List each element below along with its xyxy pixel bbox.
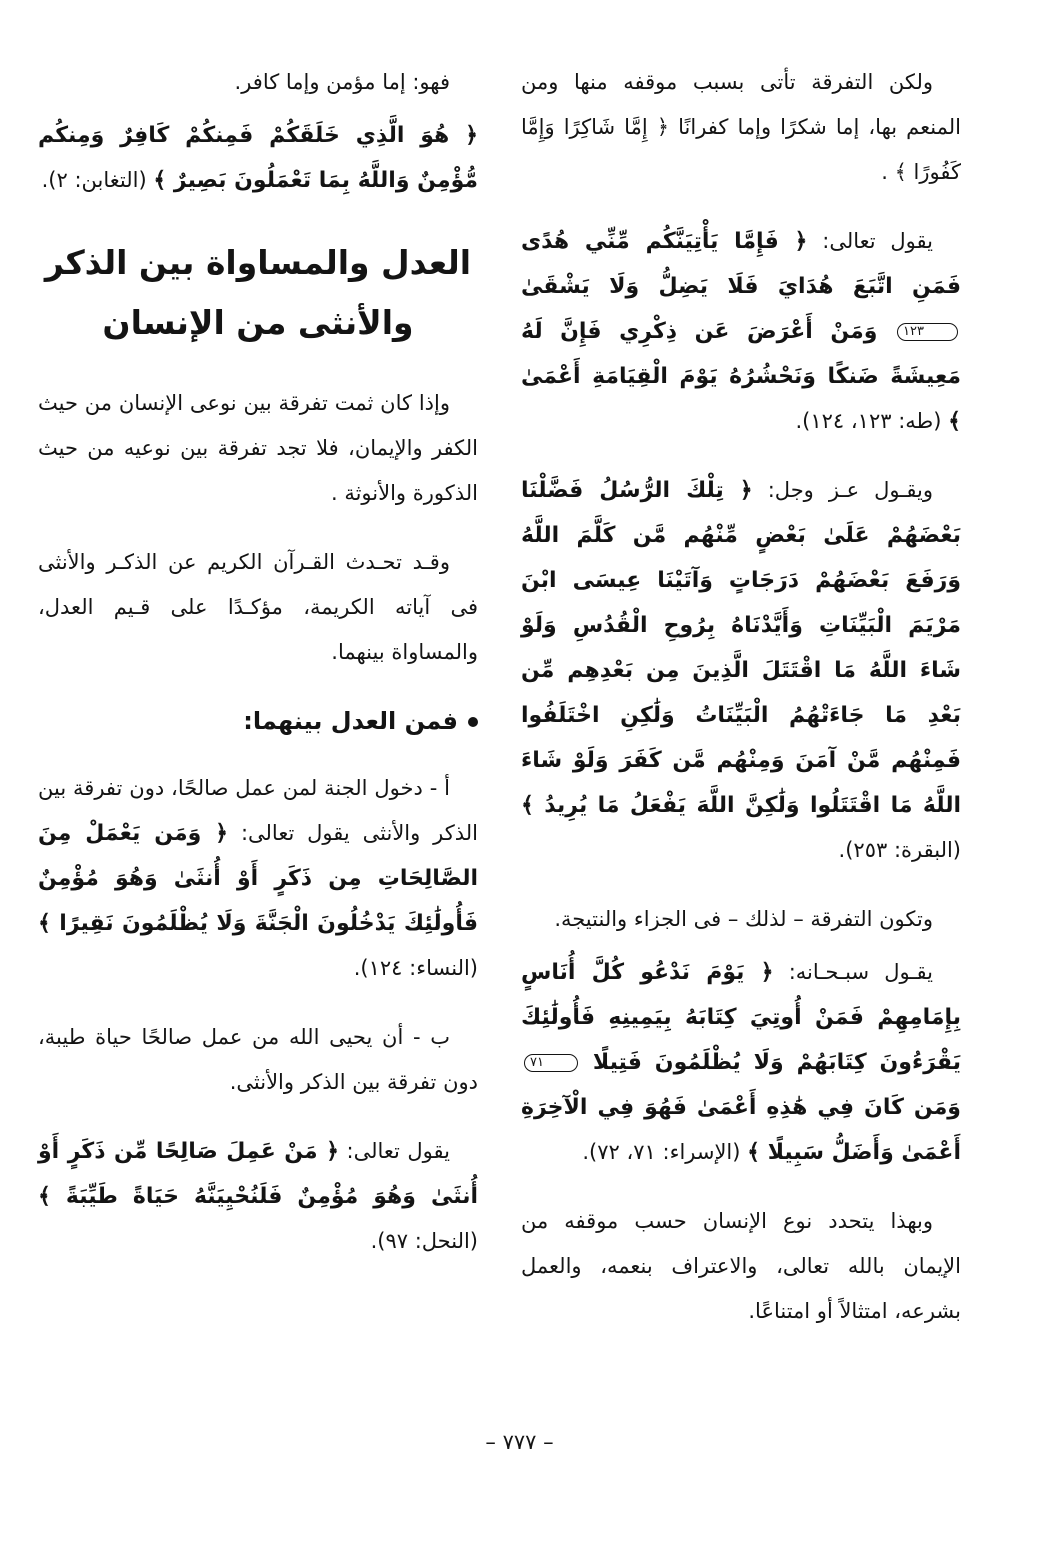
paragraph-nahl-verse	[38, 1129, 478, 1264]
page-number: – ٧٧٧ –	[485, 1430, 554, 1454]
ayah-number-marker: ١٢٣	[897, 323, 958, 341]
paragraph-baqara-verse	[521, 468, 961, 873]
paragraph-text: وبهذا يتحدد نوع الإنسان حسب موقفه من الإيمان بالله تعالى، والاعتراف بنعمه، والعمل بشرعه، امتثالاً أو امتناعًا.	[521, 1209, 961, 1323]
paragraph-text: وقـد تحـدث القـرآن الكريم عن الذكـر والأنثى فى آياته الكريمة، مؤكـدًا على قـيم العدل، والمساواة بينهما.	[38, 550, 478, 664]
list-item-text: أ - دخول الجنة لمن عمل صالحًا، دون تفرقة بين الذكر والأنثى يقول تعالى:	[38, 776, 478, 845]
quran-verse: ﴿ تِلْكَ الرُّسُلُ فَضَّلْنَا بَعْضَهُمْ عَلَىٰ بَعْضٍ مِّنْهُم مَّن كَلَّمَ اللَّهُ وَرَفَعَ بَعْضَهُمْ دَرَجَاتٍ وَآتَيْنَا عِيسَى ابْنَ مَرْيَمَ الْبَيِّنَاتِ وَأَيَّدْنَاهُ بِرُوحِ الْقُدُسِ وَلَوْ شَاءَ اللَّهُ مَا اقْتَتَلَ الَّذِينَ مِن بَعْدِهِم مِّن بَعْدِ مَا جَاءَتْهُمُ الْبَيِّنَاتُ وَلَٰكِنِ اخْتَلَفُوا فَمِنْهُم مَّنْ آمَنَ وَمِنْهُم مَّن كَفَرَ وَلَوْ شَاءَ اللَّهُ مَا اقْتَتَلُوا وَلَٰكِنَّ اللَّهَ يَفْعَلُ مَا يُرِيدُ ﴾	[521, 478, 961, 818]
quran-verse: ﴿ وَمَن يَعْمَلْ مِنَ الصَّالِحَاتِ مِن ذَكَرٍ أَوْ أُنثَىٰ وَهُوَ مُؤْمِنٌ فَأُولَٰئِكَ يَدْخُلُونَ الْجَنَّةَ وَلَا يُظْلَمُونَ نَقِيرًا ﴾	[38, 821, 478, 936]
verse-intro: يقـول سبـحـانه:	[773, 960, 933, 984]
paragraph-quran-on-genders	[38, 540, 478, 675]
quran-verse: ﴿ هُوَ الَّذِي خَلَقَكُمْ فَمِنكُمْ كَافِرٌ وَمِنكُم مُّؤْمِنٌ وَاللَّهُ بِمَا تَعْمَلُونَ بَصِيرٌ ﴾	[38, 123, 478, 193]
paragraph-human-type	[521, 1199, 961, 1334]
paragraph-believer-or-disbeliever	[38, 60, 478, 105]
list-item-text: ب - أن يحيى الله من عمل صالحًا حياة طيبة، دون تفرقة بين الذكر والأنثى.	[38, 1025, 478, 1094]
quran-verse: ﴿ فَإِمَّا يَأْتِيَنَّكُم مِّنِّي هُدًى فَمَنِ اتَّبَعَ هُدَايَ فَلَا يَضِلُّ وَلَا يَشْقَىٰ	[521, 229, 961, 299]
quran-verse: ﴿ مَنْ عَمِلَ صَالِحًا مِّن ذَكَرٍ أَوْ أُنثَىٰ وَهُوَ مُؤْمِنٌ فَلَنُحْيِيَنَّهُ حَيَاةً طَيِّبَةً ﴾	[38, 1139, 478, 1209]
verse-reference: (التغابن: ٢).	[41, 168, 154, 192]
bullet-heading-text: فمن العدل بينهما:	[243, 707, 458, 735]
bullet-dot-icon	[468, 717, 478, 727]
verse-intro: يقول تعالى:	[807, 229, 933, 253]
left-column	[38, 60, 478, 1288]
bullet-heading	[38, 699, 478, 744]
quran-verse: وَمَن كَانَ فِي هَٰذِهِ أَعْمَىٰ فَهُوَ فِي الْآخِرَةِ أَعْمَىٰ وَأَضَلُّ سَبِيلًا ﴾	[521, 1095, 961, 1165]
verse-intro: يقول تعالى:	[339, 1139, 450, 1163]
verse-reference: (النحل: ٩٧).	[370, 1229, 478, 1253]
verse-reference: (الإسراء: ٧١، ٧٢).	[582, 1140, 748, 1164]
section-title: العدل والمساواة بين الذكر والأنثى من الإنسان	[44, 243, 472, 342]
paragraph-text: وتكون التفرقة – لذلك – فى الجزاء والنتيجة.	[554, 907, 933, 931]
verse-reference: (النساء: ١٢٤).	[353, 956, 478, 980]
paragraph-text: فهو: إما مؤمن وإما كافر.	[234, 70, 450, 94]
paragraph-reward-distinction	[521, 897, 961, 942]
paragraph-isra-verse	[521, 950, 961, 1175]
paragraph-taha-verse	[521, 219, 961, 444]
right-column	[521, 60, 961, 1358]
verse-reference: (طه: ١٢٣، ١٢٤).	[795, 409, 949, 433]
quran-verse: ﴿ يَوْمَ نَدْعُو كُلَّ أُنَاسٍ بِإِمَامِهِمْ فَمَنْ أُوتِيَ كِتَابَهُ بِيَمِينِهِ فَأُولَٰئِكَ يَقْرَءُونَ كِتَابَهُمْ وَلَا يُظْلَمُونَ فَتِيلًا	[521, 960, 961, 1075]
paragraph-text: ولكن التفرقة تأتى بسبب موقفه منها ومن المنعم بها، إما شكرًا وإما كفرانًا ﴿ إِمَّا شَاكِرًا وَإِمَّا كَفُورًا ﴾ .	[521, 70, 961, 184]
ayah-number-marker: ٧١	[524, 1054, 578, 1072]
verse-intro: ويقـول عـز وجل:	[752, 478, 933, 502]
quran-verse: وَمَنْ أَعْرَضَ عَن ذِكْرِي فَإِنَّ لَهُ مَعِيشَةً ضَنكًا وَنَحْشُرُهُ يَوْمَ الْقِيَامَةِ أَعْمَىٰ ﴾	[521, 319, 961, 434]
paragraph-no-gender-distinction	[38, 381, 478, 516]
paragraph-text: وإذا كان ثمت تفرقة بين نوعى الإنسان من حيث الكفر والإيمان، فلا تجد تفرقة بين نوعيه من حيث الذكورة والأنوثة .	[38, 391, 478, 505]
paragraph-intro-gratitude	[521, 60, 961, 195]
paragraph-taghabun-verse	[38, 113, 478, 203]
list-item-b	[38, 1015, 478, 1105]
verse-reference: (البقرة: ٢٥٣).	[838, 838, 961, 862]
list-item-a	[38, 766, 478, 991]
